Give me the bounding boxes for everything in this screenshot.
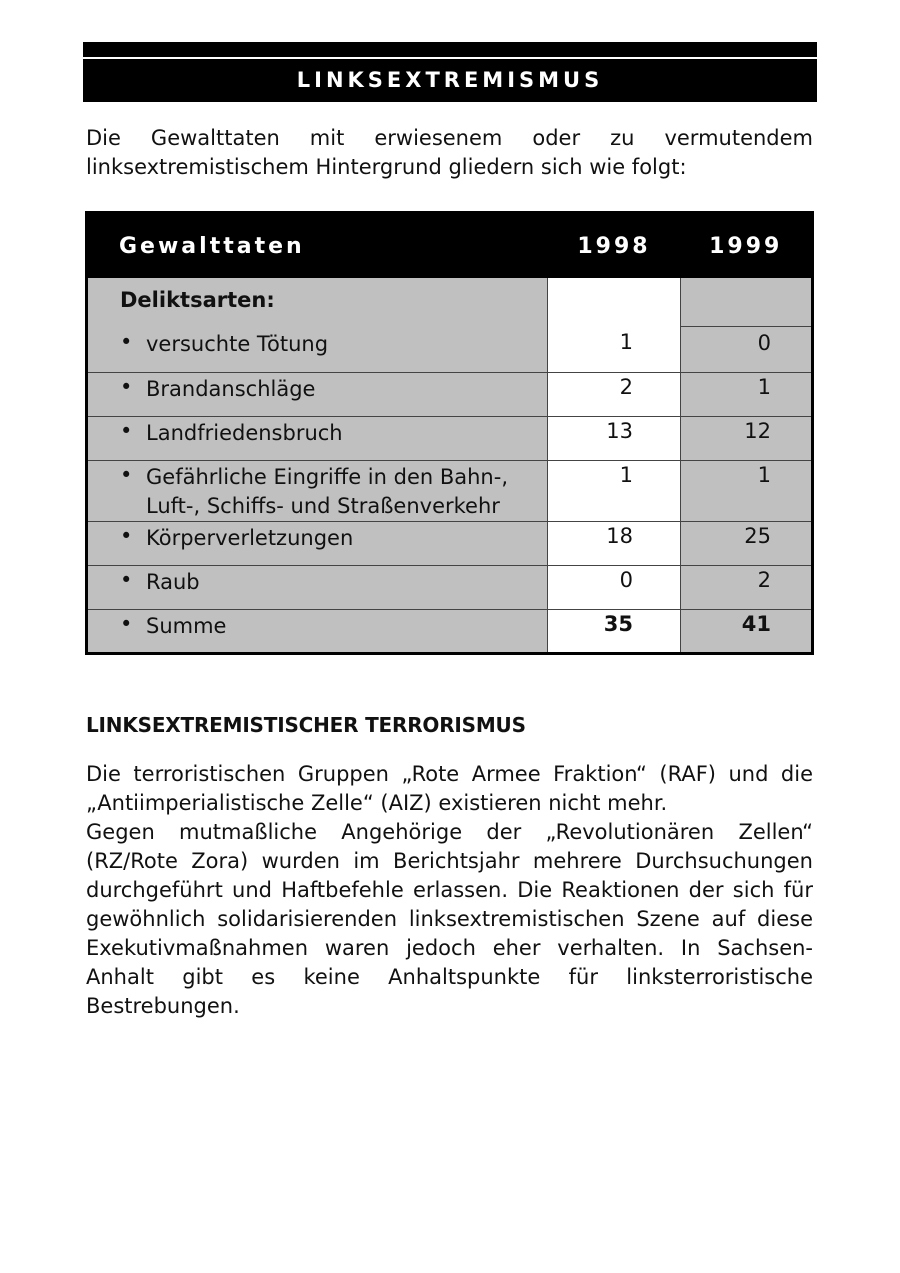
table-row bbox=[87, 372, 813, 416]
column-header-offenses: Gewalttaten bbox=[87, 213, 548, 279]
bullet-mark: • bbox=[120, 567, 133, 592]
table-row bbox=[87, 460, 813, 521]
table-total-row bbox=[87, 609, 813, 653]
table-row bbox=[87, 521, 813, 565]
page-header-bar bbox=[83, 42, 817, 102]
bullet-mark: • bbox=[120, 462, 133, 487]
bullet-mark: • bbox=[120, 611, 133, 636]
column-header-1999: 1999 bbox=[681, 213, 813, 279]
value-1999: 0 bbox=[681, 326, 813, 372]
value-1998: 1 bbox=[548, 326, 681, 372]
violence-statistics-table bbox=[85, 211, 814, 655]
table-cell-empty bbox=[548, 278, 681, 326]
table-row bbox=[87, 565, 813, 609]
offense-types-heading: Deliktsarten: bbox=[87, 278, 548, 326]
offense-label: Gefährliche Eingriffe in den Bahn-, Luft-, Schiffs- und Straßenverkehr bbox=[146, 464, 508, 518]
value-1999: 1 bbox=[681, 372, 813, 416]
value-1999: 25 bbox=[681, 521, 813, 565]
bullet-mark: • bbox=[120, 523, 133, 548]
table-cell-empty bbox=[681, 278, 813, 326]
value-1998: 2 bbox=[548, 372, 681, 416]
bullet-mark: • bbox=[120, 418, 133, 443]
total-1999: 41 bbox=[681, 609, 813, 653]
section-heading: LINKSEXTREMISTISCHER TERRORISMUS bbox=[86, 713, 526, 737]
total-label: Summe bbox=[146, 613, 227, 638]
offense-label: versuchte Tötung bbox=[146, 332, 329, 356]
value-1998: 0 bbox=[548, 565, 681, 609]
section-body bbox=[86, 760, 813, 1021]
value-1999: 12 bbox=[681, 416, 813, 460]
body-paragraph: Gegen mutmaßliche Angehörige der „Revolutionären Zellen“ (RZ/Rote Zora) wurden im Berichtsjahr mehrere Durchsuchungen durchgeführt und Haftbefehle erlassen. Die Reaktionen der sich für gewöhnlich solidarisierenden linksextremistischen Szene auf diese Exekutivmaßnahmen waren jedoch eher verhalten. In Sachsen-Anhalt gibt es keine Anhaltspunkte für linksterroristische Bestrebungen. bbox=[86, 820, 813, 1018]
body-paragraph: Die terroristischen Gruppen „Rote Armee Fraktion“ (RAF) und die „Antiimperialistische Zelle“ (AIZ) existieren nicht mehr. bbox=[86, 762, 813, 815]
table-row bbox=[87, 416, 813, 460]
offense-label: Landfriedensbruch bbox=[146, 420, 343, 445]
intro-paragraph: Die Gewalttaten mit erwiesenem oder zu vermutendem linksextremistischem Hintergrund gliedern sich wie folgt: bbox=[86, 126, 813, 179]
bullet-mark: • bbox=[120, 330, 133, 354]
value-1999: 1 bbox=[681, 460, 813, 521]
table-header-row bbox=[87, 213, 813, 279]
value-1998: 18 bbox=[548, 521, 681, 565]
offense-label: Raub bbox=[146, 569, 200, 594]
table-row bbox=[87, 326, 813, 372]
total-1998: 35 bbox=[548, 609, 681, 653]
value-1998: 13 bbox=[548, 416, 681, 460]
value-1998: 1 bbox=[548, 460, 681, 521]
bullet-mark: • bbox=[120, 374, 133, 399]
offense-label: Körperverletzungen bbox=[146, 525, 354, 550]
table-subheading-row bbox=[87, 278, 813, 326]
value-1999: 2 bbox=[681, 565, 813, 609]
column-header-1998: 1998 bbox=[548, 213, 681, 279]
page-title: LINKSEXTREMISMUS bbox=[296, 68, 604, 92]
offense-label: Brandanschläge bbox=[146, 376, 316, 401]
